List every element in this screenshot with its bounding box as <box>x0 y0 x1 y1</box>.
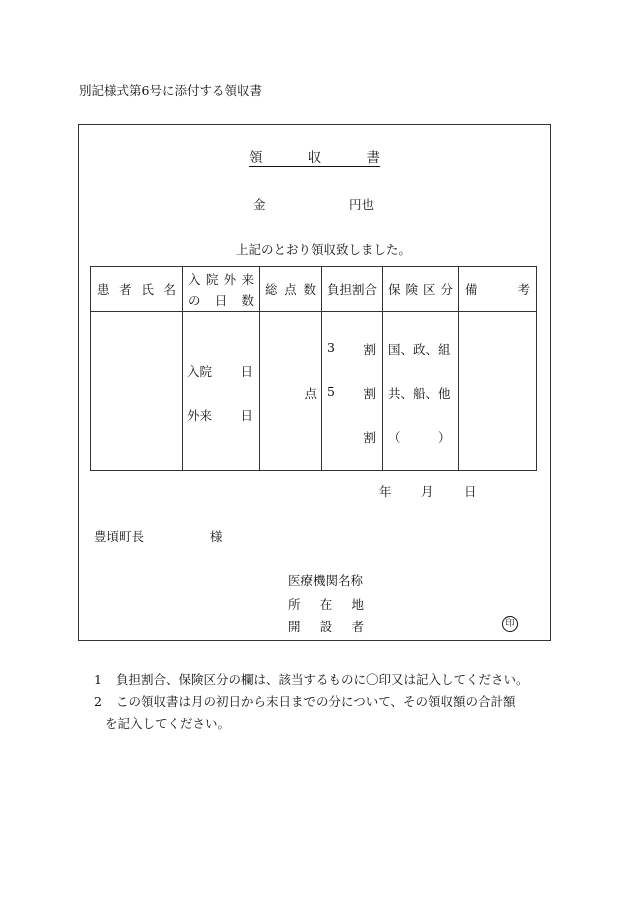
insurance-row-2: 共、船、他 <box>388 386 451 401</box>
note-number: 1 <box>94 672 102 687</box>
header-total-points: 総 点 数 <box>260 267 322 312</box>
amount-prefix: 金 <box>253 197 266 212</box>
burden-ratio-cell[interactable] <box>322 312 383 471</box>
header-days: 入 院 外 来 の 日 数 <box>183 267 260 312</box>
header-burden-ratio: 負担割合 <box>322 267 383 312</box>
insurance-row-3: （ ） <box>388 430 451 445</box>
note-text: この領収書は月の初日から末日までの分について、その領収額の合計額 <box>115 694 516 709</box>
inpatient-label: 入院 <box>187 364 213 379</box>
points-unit: 点 <box>304 386 317 401</box>
note-number: 2 <box>94 694 102 709</box>
outpatient-label: 外来 <box>187 408 213 423</box>
inpatient-unit: 日 <box>240 364 253 379</box>
burden-5-num: 5 <box>327 384 335 399</box>
table-header-row <box>91 267 537 312</box>
addressee-honorific: 様 <box>210 529 223 544</box>
burden-other-unit: 割 <box>363 430 376 445</box>
burden-3-num: 3 <box>327 340 335 355</box>
days-cell[interactable] <box>183 312 260 471</box>
amount-suffix: 円也 <box>349 197 375 212</box>
insurance-row-1: 国、政、組 <box>388 342 451 357</box>
date-day: 日 <box>464 484 477 499</box>
date-year: 年 <box>379 484 392 499</box>
received-statement: 上記のとおり領収致しました。 <box>236 242 412 257</box>
addressee-name: 豊頃町長 <box>94 529 145 544</box>
burden-5-unit: 割 <box>363 386 376 401</box>
patient-name-cell[interactable] <box>91 312 183 471</box>
note-text: 負担割合、保険区分の欄は、該当するものに〇印又は記入してください。 <box>115 672 529 687</box>
receipt-title <box>249 150 380 167</box>
founder-label: 開 設 者 <box>288 619 364 634</box>
header-remarks: 備 考 <box>459 267 537 312</box>
institution-name-label: 医療機関名称 <box>288 573 364 588</box>
total-points-cell[interactable] <box>260 312 322 471</box>
note-1 <box>94 670 528 688</box>
burden-3-unit: 割 <box>363 342 376 357</box>
receipt-table <box>90 266 537 471</box>
title-char: 収 <box>307 150 322 166</box>
note-2 <box>94 692 515 710</box>
remarks-cell[interactable] <box>459 312 537 471</box>
outpatient-unit: 日 <box>240 408 253 423</box>
header-insurance-category: 保 険 区 分 <box>383 267 459 312</box>
header-patient-name: 患 者 氏 名 <box>91 267 183 312</box>
table-body-row <box>91 312 537 471</box>
date-month: 月 <box>421 484 434 499</box>
form-caption: 別記様式第6号に添付する領収書 <box>79 83 262 98</box>
seal-mark: 印 <box>502 616 518 632</box>
title-char: 領 <box>249 150 263 166</box>
location-label: 所 在 地 <box>288 597 364 612</box>
insurance-category-cell[interactable] <box>383 312 459 471</box>
note-2-continuation: を記入してください。 <box>105 716 231 731</box>
title-char: 書 <box>366 150 380 166</box>
